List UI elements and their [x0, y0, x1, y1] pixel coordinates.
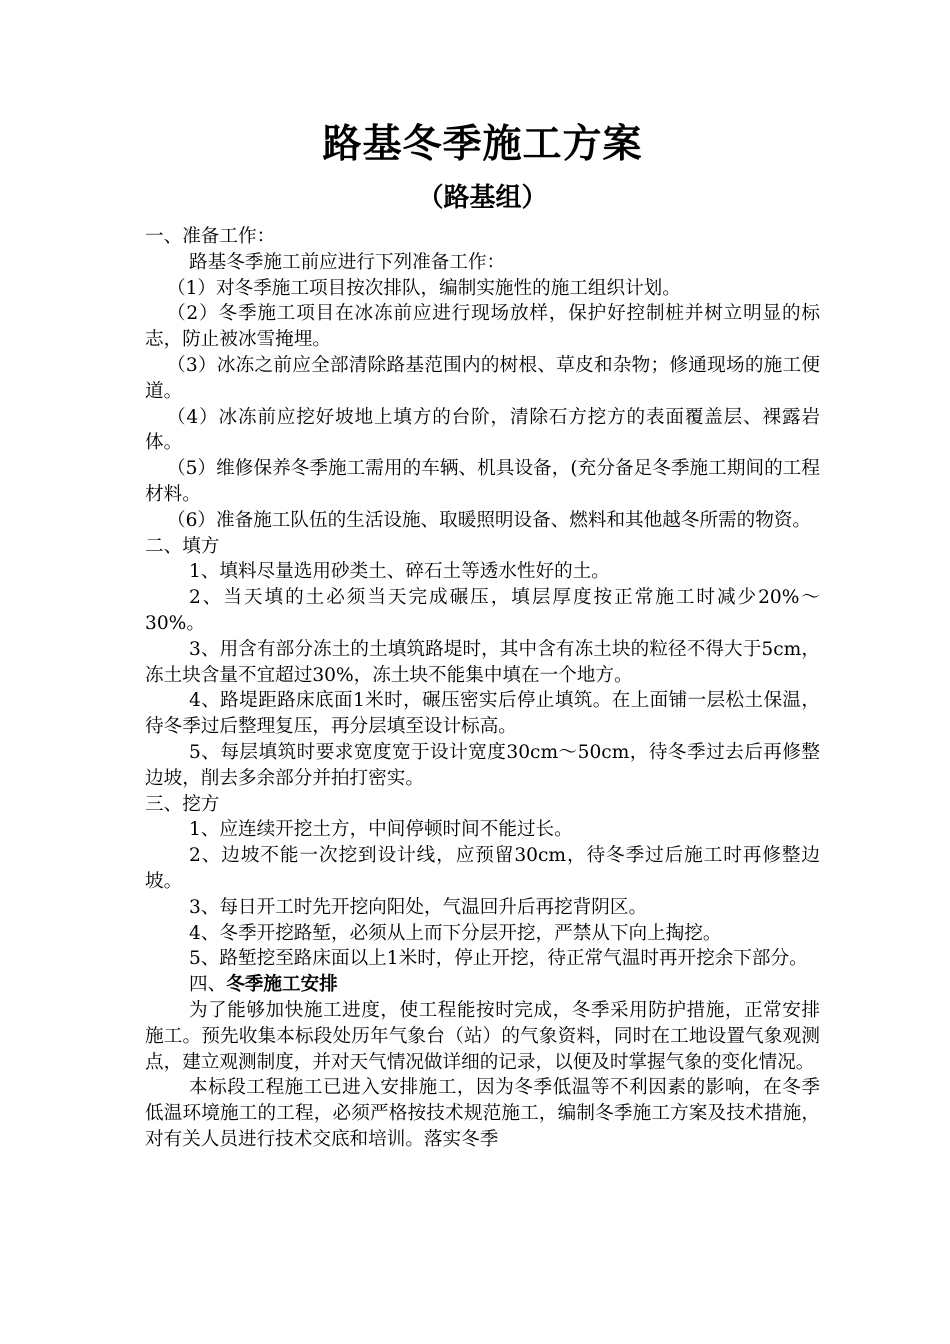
list-item: 1、应连续开挖土方，中间停顿时间不能过长。	[189, 819, 573, 841]
list-item: （6）准备施工队伍的生活设施、取暖照明设备、燃料和其他越冬所需的物资。	[167, 509, 812, 531]
list-item: 5、每层填筑时要求宽度宽于设计宽度30cm～50cm，待冬季过去后再修整边坡，削去多余部分并拍打密实。	[145, 741, 820, 789]
section-heading-bold: 冬季施工安排	[226, 974, 338, 996]
list-item: 4、冬季开挖路堑，必须从上而下分层开挖，严禁从下向上掏挖。	[189, 922, 722, 944]
list-item: 4、路堤距路床底面1米时，碾压密实后停止填筑。在上面铺一层松土保温，待冬季过后整理复压，再分层填至设计标高。	[145, 690, 820, 738]
list-item: 3、每日开工时先开挖向阳处，气温回升后再挖背阴区。	[189, 896, 648, 918]
list-item: （2）冬季施工项目在冰冻前应进行现场放样，保护好控制桩并树立明显的标志，防止被冰雪掩埋。	[145, 303, 820, 351]
section-heading	[145, 972, 820, 998]
list-item: （3）冰冻之前应全部清除路基范围内的树根、草皮和杂物；修通现场的施工便道。	[145, 354, 820, 402]
list-item: （1）对冬季施工项目按次排队，编制实施性的施工组织计划。	[167, 277, 681, 299]
list-item: 5、路堑挖至路床面以上1米时，停止开挖，待正常气温时再开挖余下部分。	[189, 948, 808, 970]
paragraph: 本标段工程施工已进入安排施工，因为冬季低温等不利因素的影响，在冬季低温环境施工的工程，必须严格按技术规范施工，编制冬季施工方案及技术措施，对有关人员进行技术交底和培训。落实冬季	[145, 1077, 820, 1150]
list-item: （5）维修保养冬季施工需用的车辆、机具设备，(充分备足冬季施工期间的工程材料。	[145, 458, 820, 505]
paragraph: 为了能够加快施工进度，使工程能按时完成，冬季采用防护措施，正常安排施工。预先收集本标段处历年气象台（站）的气象资料，同时在工地设置气象观测点，建立观测制度，并对天气情况做详细的记录，以便及时掌握气象的变化情况。	[145, 999, 820, 1073]
section-number: 四、	[189, 974, 227, 996]
paragraph: 路基冬季施工前应进行下列准备工作：	[189, 251, 506, 273]
document-title: 路基冬季施工方案	[322, 121, 643, 167]
list-item: 3、用含有部分冻土的土填筑路堤时，其中含有冻土块的粒径不得大于5cm，冻土块含量不宜超过30%，冻土块不能集中填在一个地方。	[145, 638, 820, 686]
document-subtitle: （路基组）	[417, 183, 548, 213]
section-heading: 三、挖方	[145, 793, 220, 815]
section-heading: 一、准备工作：	[145, 226, 276, 247]
section-heading: 二、填方	[145, 535, 220, 557]
list-item: 1、填料尽量选用砂类土、碎石土等透水性好的土。	[189, 561, 610, 583]
list-item: 2、边坡不能一次挖到设计线，应预留30cm，待冬季过后施工时再修整边坡。	[145, 845, 820, 892]
list-item: 2、当天填的土必须当天完成碾压，填层厚度按正常施工时减少20%～30%。	[145, 587, 820, 634]
document-body	[145, 224, 820, 1153]
list-item: （4）冰冻前应挖好坡地上填方的台阶，清除石方挖方的表面覆盖层、裸露岩体。	[145, 406, 820, 454]
